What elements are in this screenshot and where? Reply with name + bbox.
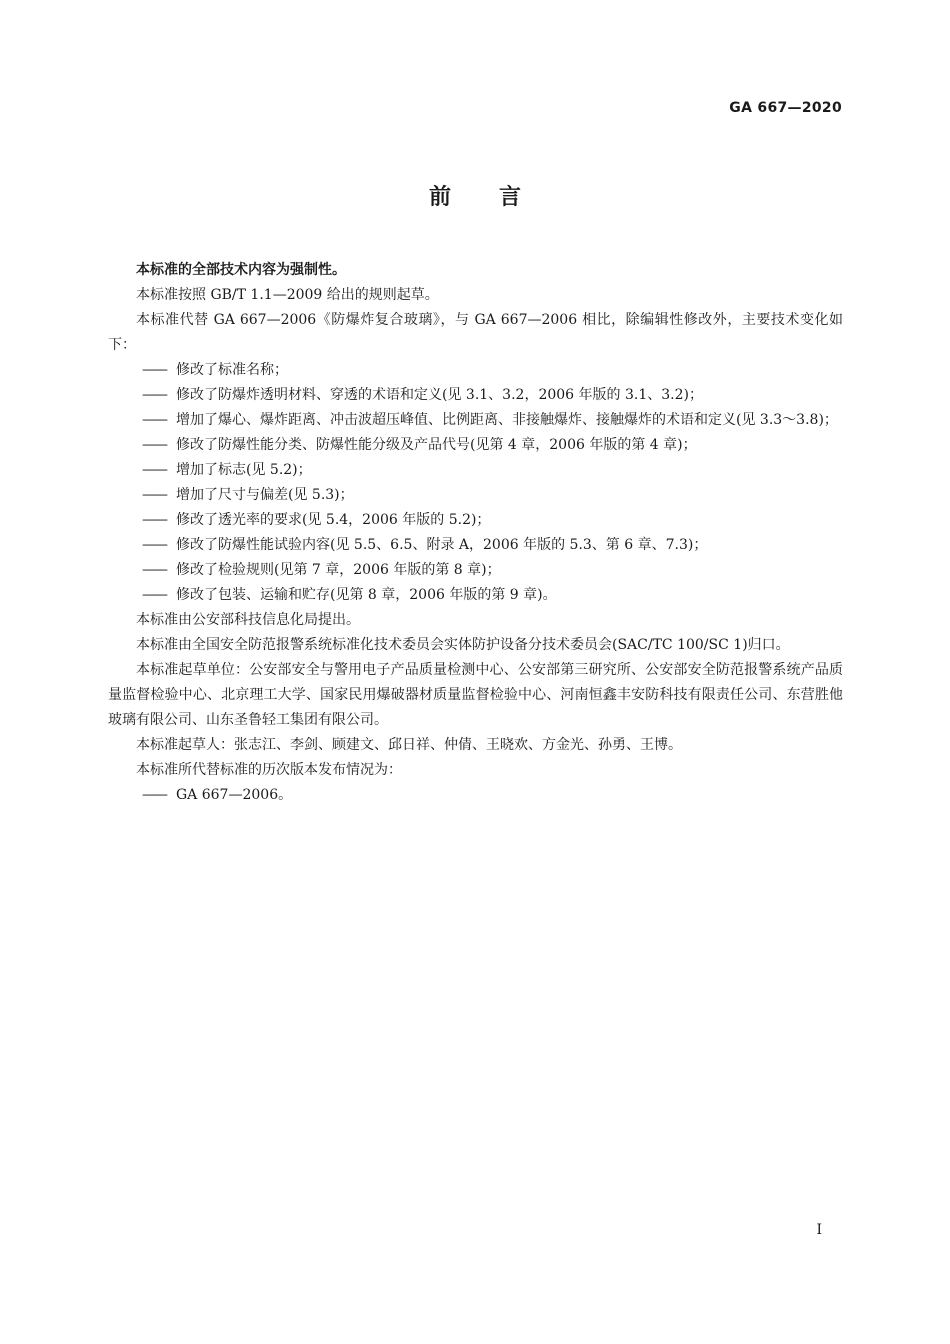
change-item: —— 修改了防爆性能分类、防爆性能分级及产品代号(见第 4 章，2006 年版的第 4 章)； — [108, 433, 843, 458]
changes-list — [108, 358, 843, 608]
dash-mark: —— — [142, 437, 166, 453]
dash-mark: —— — [142, 512, 166, 528]
section-title — [0, 180, 950, 211]
committee-paragraph: 本标准由全国安全防范报警系统标准化技术委员会实体防护设备分技术委员会(SAC/TC 100/SC 1)归口。 — [136, 637, 790, 653]
mandatory-statement: 本标准的全部技术内容为强制性。 — [136, 262, 346, 278]
proposer-paragraph: 本标准由公安部科技信息化局提出。 — [136, 612, 360, 628]
drafting-rules-paragraph: 本标准按照 GB/T 1.1—2009 给出的规则起草。 — [136, 287, 439, 303]
change-item: —— 修改了防爆性能试验内容(见 5.5、6.5、附录 A，2006 年版的 5.3、第 6 章、7.3)； — [108, 533, 843, 558]
change-item: —— 修改了检验规则(见第 7 章，2006 年版的第 8 章)； — [108, 558, 843, 583]
version-history-list — [108, 783, 843, 808]
version-history-intro: 本标准所代替标准的历次版本发布情况为： — [136, 762, 402, 778]
page-number: I — [816, 1222, 822, 1238]
drafting-units-paragraph: 本标准起草单位：公安部安全与警用电子产品质量检测中心、公安部第三研究所、公安部安全防范报警系统产品质量监督检验中心、北京理工大学、国家民用爆破器材质量监督检验中心、河南恒鑫丰安防科技有限责任公司、东营胜他玻璃有限公司、山东圣鲁轻工集团有限公司。 — [108, 662, 843, 728]
dash-mark: —— — [142, 387, 166, 403]
document-code: GA 667—2020 — [729, 100, 842, 116]
dash-mark: —— — [142, 462, 166, 478]
change-item: —— 修改了透光率的要求(见 5.4，2006 年版的 5.2)； — [108, 508, 843, 533]
drafters-paragraph: 本标准起草人：张志江、李剑、顾建文、邱日祥、仲倩、王晓欢、方金光、孙勇、王博。 — [136, 737, 682, 753]
dash-mark: —— — [142, 362, 166, 378]
title-char-2: 言 — [499, 185, 522, 210]
change-item: —— 修改了防爆炸透明材料、穿透的术语和定义(见 3.1、3.2，2006 年版的 3.1、3.2)； — [108, 383, 843, 408]
version-item: —— GA 667—2006。 — [108, 783, 843, 808]
dash-mark: —— — [142, 587, 166, 603]
dash-mark: —— — [142, 562, 166, 578]
change-item: —— 修改了标准名称； — [108, 358, 843, 383]
change-item: —— 增加了标志(见 5.2)； — [108, 458, 843, 483]
dash-mark: —— — [142, 412, 166, 428]
dash-mark: —— — [142, 487, 166, 503]
foreword-body — [108, 258, 843, 808]
title-char-1: 前 — [428, 185, 451, 210]
change-item: —— 增加了爆心、爆炸距离、冲击波超压峰值、比例距离、非接触爆炸、接触爆炸的术语和定义(见 3.3～3.8)； — [108, 408, 843, 433]
dash-mark: —— — [142, 537, 166, 553]
replacement-paragraph: 本标准代替 GA 667—2006《防爆炸复合玻璃》，与 GA 667—2006 相比，除编辑性修改外，主要技术变化如下： — [108, 312, 843, 353]
dash-mark: —— — [142, 787, 166, 803]
change-item: —— 增加了尺寸与偏差(见 5.3)； — [108, 483, 843, 508]
change-item: —— 修改了包装、运输和贮存(见第 8 章，2006 年版的第 9 章)。 — [108, 583, 843, 608]
